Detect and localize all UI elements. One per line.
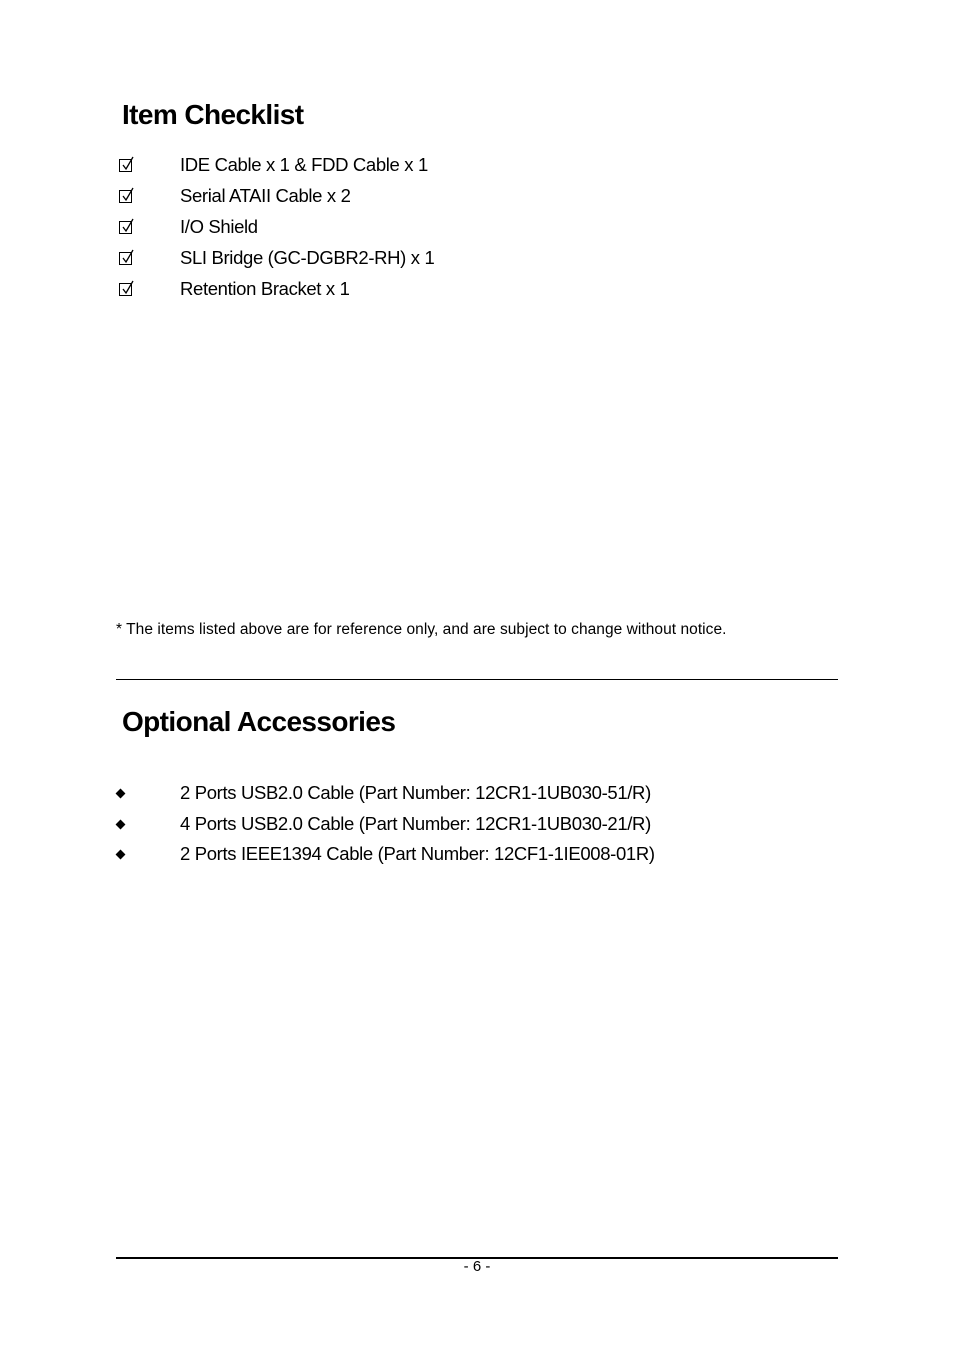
accessory-item-label: 4 Ports USB2.0 Cable (Part Number: 12CR1-1UB030-21/R) (180, 812, 651, 834)
checked-box-icon (119, 190, 132, 203)
section-divider (116, 679, 838, 680)
item-checklist (0, 154, 954, 309)
diamond-bullet-icon (116, 819, 126, 829)
checklist-item (0, 216, 954, 247)
checklist-item-label: IDE Cable x 1 & FDD Cable x 1 (180, 154, 428, 175)
optional-accessories-list (0, 782, 954, 874)
checklist-item (0, 247, 954, 278)
checklist-item (0, 154, 954, 185)
checklist-item-label: SLI Bridge (GC-DGBR2-RH) x 1 (180, 247, 435, 268)
item-checklist-heading: Item Checklist (122, 99, 304, 130)
checked-box-icon (119, 221, 132, 234)
diamond-bullet-icon (116, 789, 126, 799)
page-number: - 6 - (463, 1258, 491, 1275)
checklist-item (0, 278, 954, 309)
optional-accessories-heading: Optional Accessories (122, 706, 396, 737)
checklist-item-label: I/O Shield (180, 216, 258, 237)
accessory-item (0, 843, 954, 874)
checklist-item (0, 185, 954, 216)
accessory-item-label: 2 Ports USB2.0 Cable (Part Number: 12CR1-1UB030-51/R) (180, 782, 651, 803)
checklist-item-label: Serial ATAII Cable x 2 (180, 185, 351, 206)
checked-box-icon (119, 252, 132, 265)
diamond-bullet-icon (116, 850, 126, 860)
checklist-item-label: Retention Bracket x 1 (180, 278, 350, 299)
checked-box-icon (119, 159, 132, 172)
accessory-item-label: 2 Ports IEEE1394 Cable (Part Number: 12CF1-1IE008-01R) (180, 843, 655, 864)
checklist-footnote: * The items listed above are for reference only, and are subject to change without notice. (116, 621, 727, 638)
accessory-item (0, 782, 954, 813)
checked-box-icon (119, 283, 132, 296)
accessory-item (0, 813, 954, 844)
